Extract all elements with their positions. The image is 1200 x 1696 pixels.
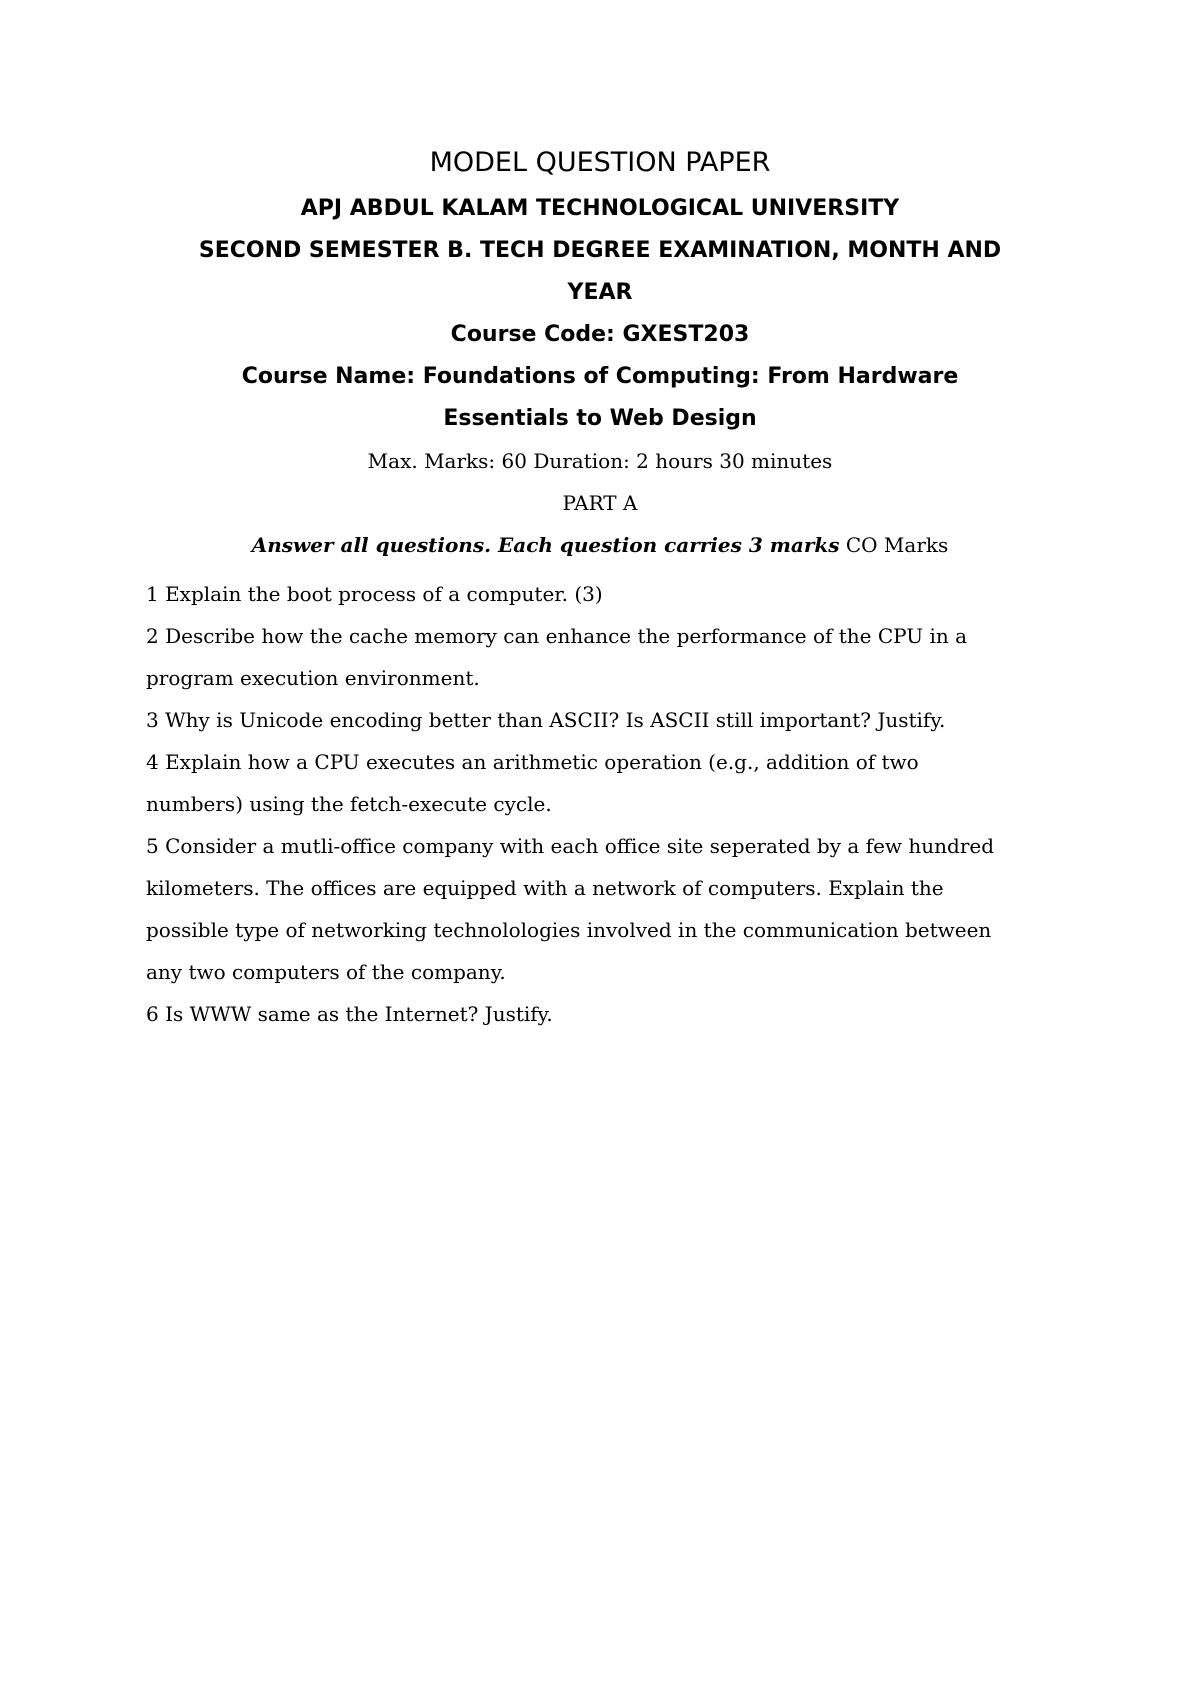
question-line: 4 Explain how a CPU executes an arithmetic operation (e.g., addition of two — [146, 750, 919, 774]
question-line: any two computers of the company. — [146, 960, 506, 984]
question-line: possible type of networking technolologies involved in the communication between — [146, 918, 992, 942]
question-line: 2 Describe how the cache memory can enhance the performance of the CPU in a — [146, 624, 968, 648]
course-code: Course Code: GXEST203 — [450, 322, 750, 347]
paper-header — [140, 138, 1060, 566]
paper-title: MODEL QUESTION PAPER — [429, 147, 771, 178]
question-list — [146, 573, 1046, 1035]
question-line: 1 Explain the boot process of a computer. (3) — [146, 582, 603, 606]
marks-duration: Max. Marks: 60 Duration: 2 hours 30 minutes — [367, 449, 833, 473]
question-line: 6 Is WWW same as the Internet? Justify. — [146, 1002, 553, 1026]
exam-line-1: SECOND SEMESTER B. TECH DEGREE EXAMINATION, MONTH AND — [198, 238, 1002, 263]
course-name-line-2: Essentials to Web Design — [443, 406, 757, 431]
part-heading: PART A — [562, 491, 638, 515]
question-line: 3 Why is Unicode encoding better than ASCII? Is ASCII still important? Justify. — [146, 708, 946, 732]
instruction-columns: CO Marks — [839, 533, 949, 557]
university-name: APJ ABDUL KALAM TECHNOLOGICAL UNIVERSITY — [300, 196, 900, 221]
question-line: numbers) using the fetch-execute cycle. — [146, 792, 552, 816]
question-line: program execution environment. — [146, 666, 480, 690]
question-line: kilometers. The offices are equipped with a network of computers. Explain the — [146, 876, 944, 900]
instruction-text: Answer all questions. Each question carries 3 marks — [251, 533, 840, 557]
course-name-line-1: Course Name: Foundations of Computing: From Hardware — [241, 364, 959, 389]
exam-line-2: YEAR — [567, 280, 633, 305]
question-line: 5 Consider a mutli-office company with each office site seperated by a few hundred — [146, 834, 995, 858]
instruction-line — [140, 524, 1060, 566]
